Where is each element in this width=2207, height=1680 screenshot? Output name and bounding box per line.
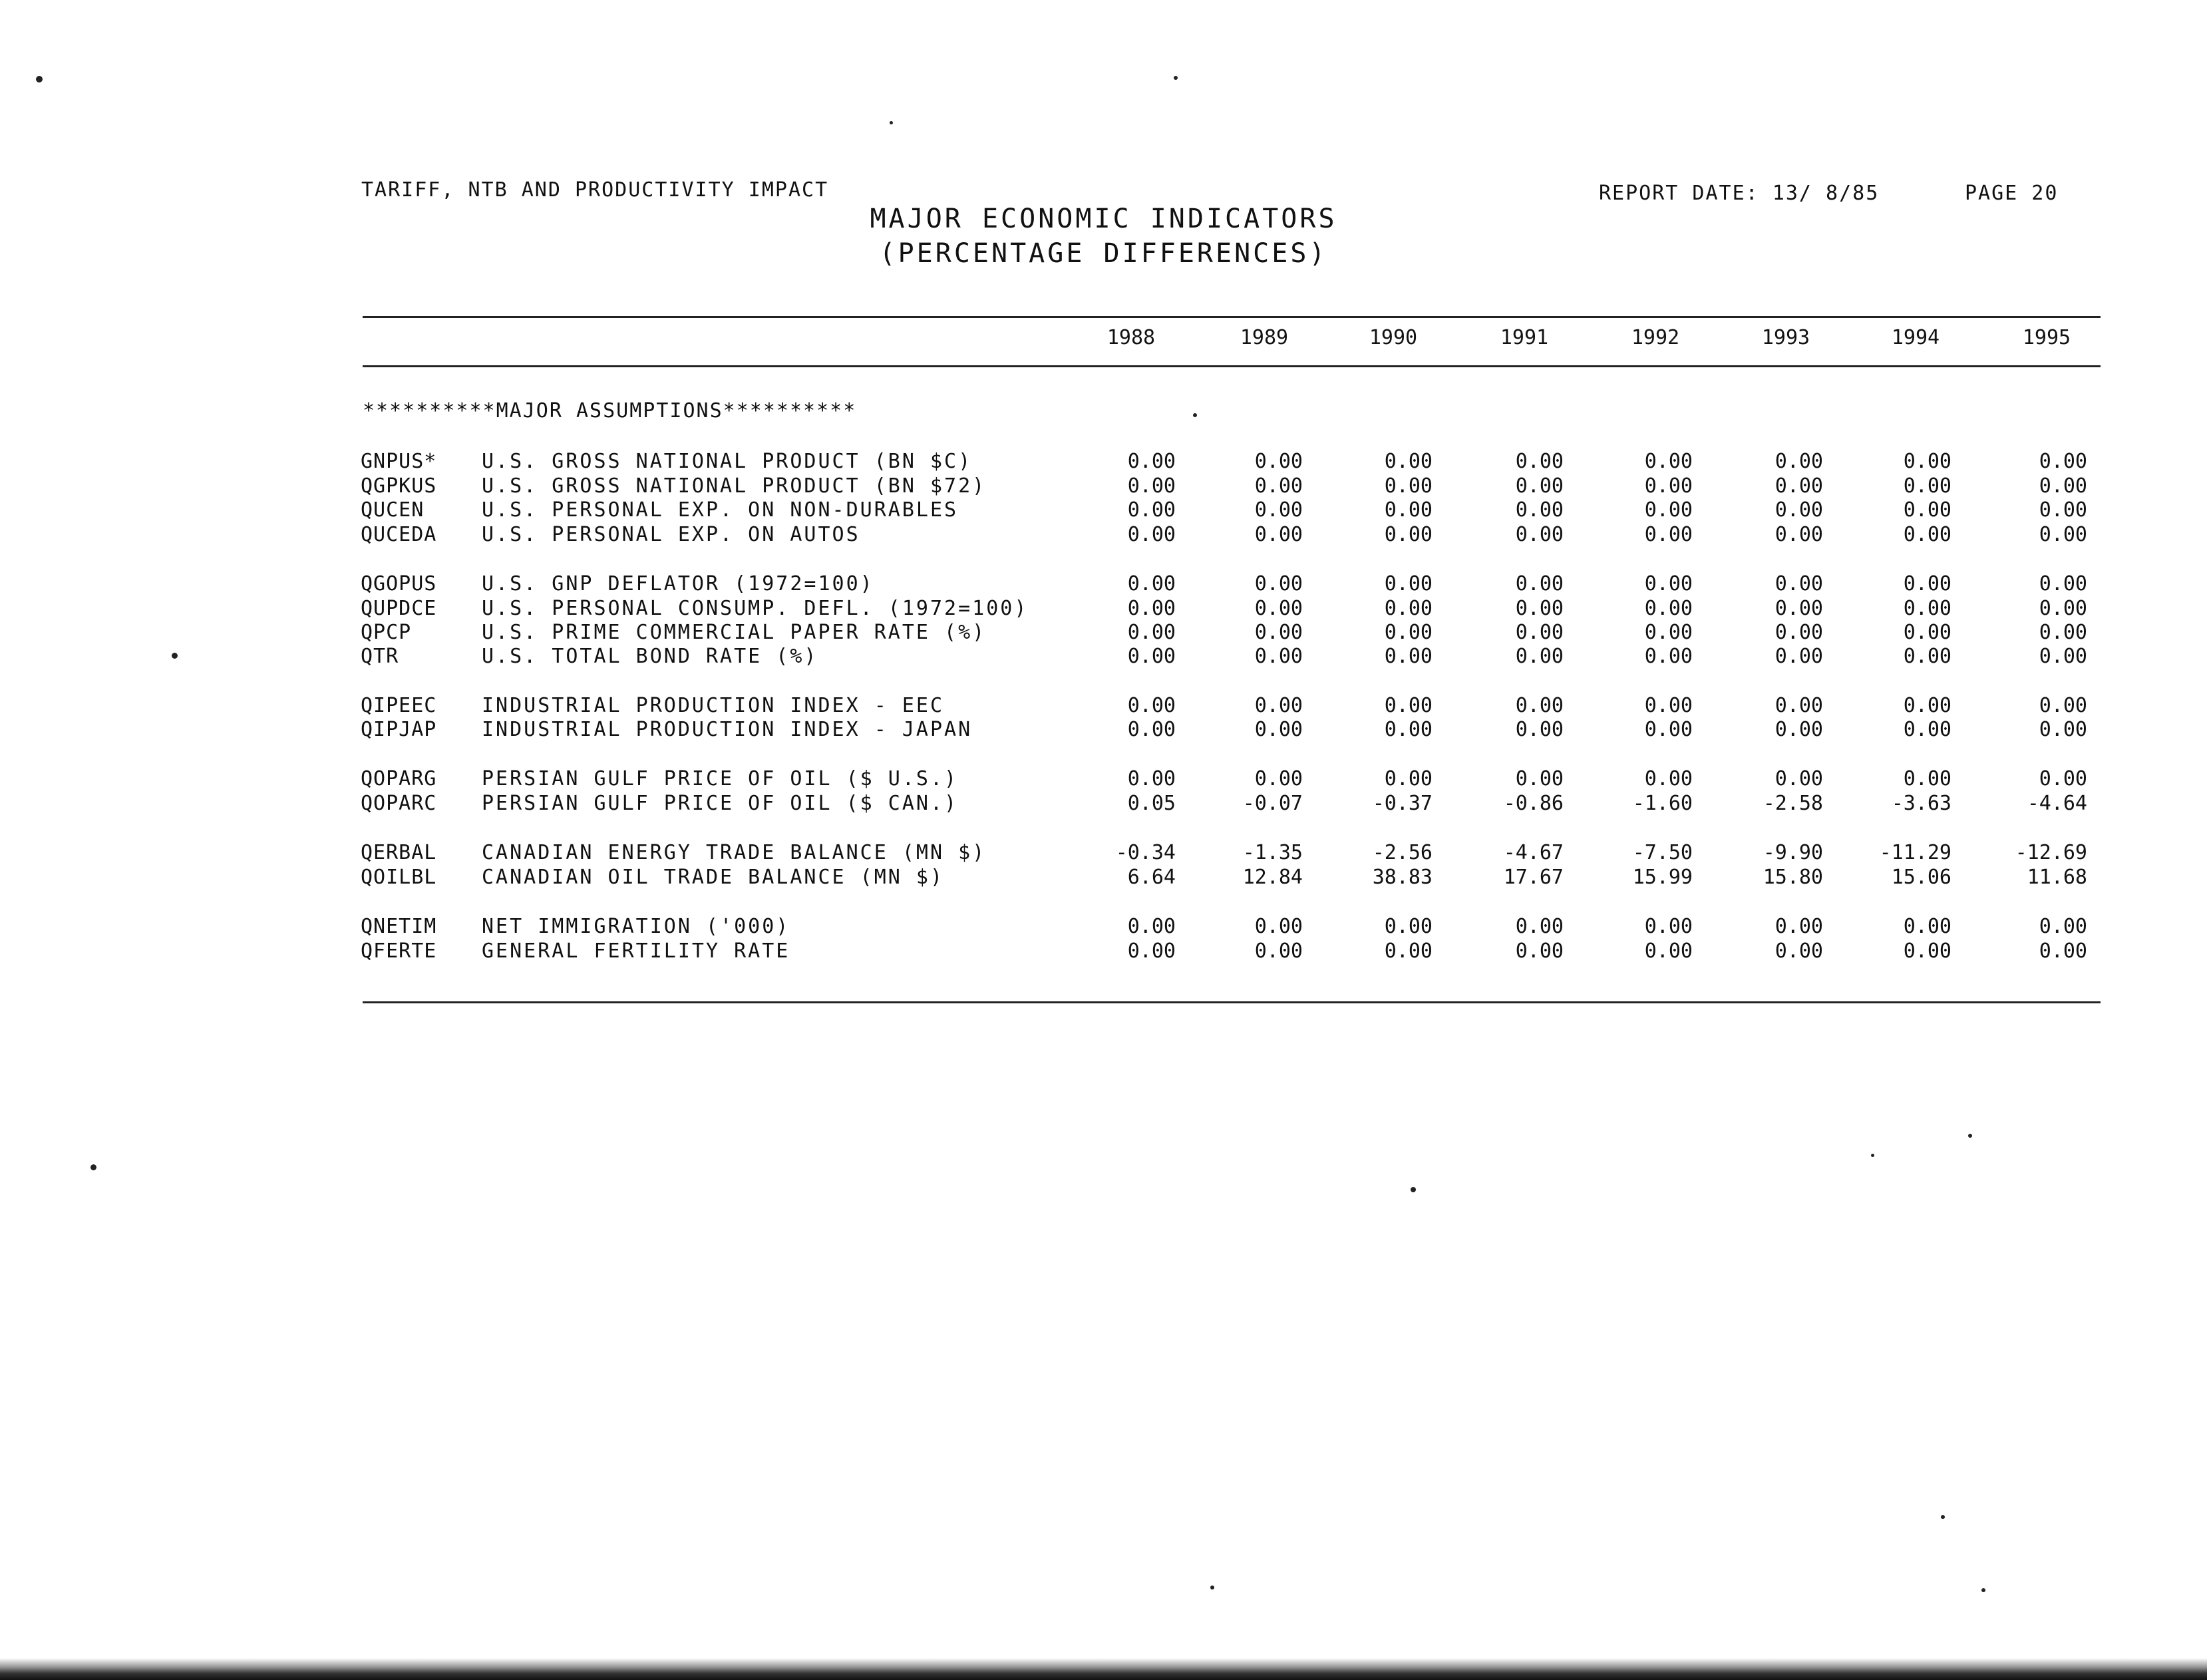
table-row [0,498,2207,522]
value-cell: 0.00 [1254,621,1303,644]
value-cell: 0.00 [1384,939,1433,963]
value-cell: -1.35 [1242,841,1303,864]
scan-speck [1174,76,1178,80]
value-cell: 0.00 [1903,498,1952,522]
table-row [0,621,2207,645]
value-cell: 0.00 [1903,523,1952,546]
value-cell: 0.00 [1775,474,1823,498]
table-row [0,718,2207,742]
value-cell: 0.00 [1254,498,1303,522]
indicator-code: QUPDCE [361,597,437,620]
value-cell: 0.00 [1644,572,1693,595]
scan-speck [1411,1187,1416,1192]
value-cell: -4.64 [2027,792,2087,815]
bottom-rule [363,1001,2101,1003]
value-cell: 0.00 [1644,474,1693,498]
value-cell: 0.00 [1644,597,1693,620]
page-title-sub: (PERCENTAGE DIFFERENCES) [879,238,1328,269]
indicator-code: QFERTE [361,939,437,963]
value-cell: 0.00 [1775,498,1823,522]
value-cell: 0.00 [1515,523,1564,546]
value-cell: 0.00 [1515,474,1564,498]
value-cell: 0.00 [1775,645,1823,668]
value-cell: 0.00 [1515,915,1564,938]
value-cell: 0.00 [2039,767,2087,790]
value-cell: 0.00 [1775,450,1823,473]
table-row [0,597,2207,621]
value-cell: 0.00 [1644,645,1693,668]
table-row [0,523,2207,547]
top-rule [363,316,2101,318]
value-cell: 11.68 [2027,866,2087,889]
value-cell: 0.00 [1775,718,1823,741]
value-cell: 0.00 [1384,498,1433,522]
table-row [0,841,2207,865]
indicator-code: QUCEDA [361,523,437,546]
table-row [0,866,2207,890]
value-cell: -2.58 [1763,792,1823,815]
section-label: **********MAJOR ASSUMPTIONS********** [363,399,857,422]
year-1990: 1990 [1369,326,1418,349]
value-cell: 0.00 [2039,498,2087,522]
value-cell: 0.00 [1515,939,1564,963]
value-cell: 0.00 [2039,694,2087,717]
year-1989: 1989 [1240,326,1289,349]
indicator-label: U.S. GNP DEFLATOR (1972=100) [482,572,874,595]
indicator-code: QOPARG [361,767,437,790]
value-cell: 0.00 [2039,645,2087,668]
value-cell: 0.00 [1515,597,1564,620]
value-cell: 0.00 [1644,939,1693,963]
value-cell: 0.00 [1254,915,1303,938]
value-cell: 0.00 [1384,597,1433,620]
value-cell: -4.67 [1503,841,1564,864]
table-row [0,792,2207,816]
value-cell: 0.00 [1515,767,1564,790]
indicator-label: NET IMMIGRATION ('000) [482,915,790,938]
year-1995: 1995 [2022,326,2071,349]
scan-speck [90,1164,96,1170]
value-cell: 0.00 [1384,694,1433,717]
value-cell: -0.34 [1115,841,1176,864]
value-cell: 0.00 [1775,767,1823,790]
scan-speck [36,76,43,83]
value-cell: -11.29 [1879,841,1952,864]
value-cell: 0.00 [1384,718,1433,741]
value-cell: 0.00 [1384,572,1433,595]
value-cell: 0.00 [1903,597,1952,620]
indicator-code: QUCEN [361,498,424,522]
page-title: MAJOR ECONOMIC INDICATORS [870,204,1337,234]
header-rule [363,365,2101,367]
table-row [0,474,2207,498]
indicator-code: QOILBL [361,866,437,889]
value-cell: 0.00 [1127,523,1176,546]
value-cell: 0.00 [1127,474,1176,498]
value-cell: 0.00 [1775,694,1823,717]
value-cell: 0.00 [1515,718,1564,741]
value-cell: 0.00 [1903,621,1952,644]
value-cell: 38.83 [1372,866,1433,889]
indicator-label: U.S. PERSONAL EXP. ON AUTOS [482,523,860,546]
indicator-label: INDUSTRIAL PRODUCTION INDEX - JAPAN [482,718,973,741]
value-cell: 0.00 [1254,450,1303,473]
value-cell: 0.00 [1254,694,1303,717]
value-cell: 0.00 [1254,523,1303,546]
value-cell: 0.00 [1384,523,1433,546]
value-cell: 0.00 [2039,597,2087,620]
value-cell: 0.05 [1127,792,1176,815]
value-cell: 0.00 [1127,939,1176,963]
indicator-code: QOPARC [361,792,437,815]
value-cell: 0.00 [1903,474,1952,498]
value-cell: 0.00 [1384,767,1433,790]
table-row [0,939,2207,963]
value-cell: 0.00 [1644,915,1693,938]
indicator-label: U.S. PRIME COMMERCIAL PAPER RATE (%) [482,621,987,644]
scan-speck [1193,413,1197,417]
value-cell: 0.00 [1384,645,1433,668]
value-cell: 0.00 [2039,572,2087,595]
value-cell: 17.67 [1503,866,1564,889]
value-cell: 15.06 [1891,866,1952,889]
value-cell: 0.00 [1644,450,1693,473]
value-cell: -12.69 [2015,841,2087,864]
value-cell: 0.00 [1515,450,1564,473]
report-subtitle: TARIFF, NTB AND PRODUCTIVITY IMPACT [361,178,829,202]
value-cell: 0.00 [1254,718,1303,741]
year-1992: 1992 [1631,326,1680,349]
indicator-code: QTR [361,645,399,668]
value-cell: 0.00 [1644,498,1693,522]
indicator-label: U.S. PERSONAL CONSUMP. DEFL. (1972=100) [482,597,1029,620]
value-cell: 0.00 [1127,597,1176,620]
value-cell: 0.00 [1127,645,1176,668]
value-cell: 0.00 [1384,621,1433,644]
value-cell: -2.56 [1372,841,1433,864]
indicator-code: QERBAL [361,841,437,864]
value-cell: -0.37 [1372,792,1433,815]
value-cell: 15.80 [1763,866,1823,889]
value-cell: -0.07 [1242,792,1303,815]
table-row [0,767,2207,791]
table-row [0,694,2207,718]
value-cell: 0.00 [2039,718,2087,741]
value-cell: 0.00 [1775,939,1823,963]
indicator-label: GENERAL FERTILITY RATE [482,939,790,963]
page-number: PAGE 20 [1965,182,2059,205]
value-cell: 0.00 [1127,572,1176,595]
value-cell: -7.50 [1632,841,1693,864]
value-cell: 0.00 [1254,597,1303,620]
value-cell: 0.00 [1254,645,1303,668]
value-cell: 0.00 [1515,645,1564,668]
indicator-code: QNETIM [361,915,437,938]
value-cell: 0.00 [1254,572,1303,595]
indicator-label: U.S. TOTAL BOND RATE (%) [482,645,818,668]
indicator-label: PERSIAN GULF PRICE OF OIL ($ U.S.) [482,767,959,790]
value-cell: 0.00 [1903,572,1952,595]
value-cell: 0.00 [1644,523,1693,546]
scan-edge [0,1658,2207,1680]
value-cell: -0.86 [1503,792,1564,815]
value-cell: 0.00 [1903,915,1952,938]
scan-speck [172,653,178,659]
value-cell: 0.00 [1384,450,1433,473]
year-1991: 1991 [1500,326,1549,349]
value-cell: 0.00 [1644,694,1693,717]
value-cell: 0.00 [1903,450,1952,473]
value-cell: -1.60 [1632,792,1693,815]
scan-speck [890,121,893,124]
value-cell: 0.00 [2039,450,2087,473]
report-date: REPORT DATE: 13/ 8/85 [1599,182,1880,205]
scan-speck [1941,1515,1945,1519]
value-cell: 0.00 [1254,939,1303,963]
value-cell: 6.64 [1127,866,1176,889]
value-cell: 0.00 [1384,915,1433,938]
value-cell: 0.00 [1127,498,1176,522]
table-row [0,645,2207,669]
indicator-label: CANADIAN OIL TRADE BALANCE (MN $) [482,866,945,889]
table-row [0,915,2207,939]
value-cell: 12.84 [1242,866,1303,889]
value-cell: 0.00 [2039,474,2087,498]
value-cell: 0.00 [2039,939,2087,963]
value-cell: 0.00 [1127,915,1176,938]
table-row [0,572,2207,596]
value-cell: -9.90 [1763,841,1823,864]
value-cell: 15.99 [1632,866,1693,889]
value-cell: 0.00 [1775,915,1823,938]
value-cell: 0.00 [1644,621,1693,644]
value-cell: 0.00 [1127,694,1176,717]
year-1988: 1988 [1106,326,1156,349]
scan-speck [1210,1586,1214,1590]
value-cell: 0.00 [1775,621,1823,644]
indicator-code: QGPKUS [361,474,437,498]
value-cell: 0.00 [1127,718,1176,741]
indicator-label: U.S. PERSONAL EXP. ON NON-DURABLES [482,498,959,522]
value-cell: 0.00 [1903,694,1952,717]
year-1994: 1994 [1891,326,1940,349]
value-cell: 0.00 [1903,718,1952,741]
value-cell: 0.00 [2039,523,2087,546]
indicator-code: GNPUS* [361,450,437,473]
year-1993: 1993 [1761,326,1810,349]
indicator-label: U.S. GROSS NATIONAL PRODUCT (BN $C) [482,450,973,473]
value-cell: 0.00 [1127,450,1176,473]
value-cell: 0.00 [1775,523,1823,546]
table-row [0,450,2207,474]
value-cell: 0.00 [1127,621,1176,644]
value-cell: 0.00 [2039,915,2087,938]
value-cell: 0.00 [1644,767,1693,790]
scan-speck [1871,1154,1874,1157]
value-cell: 0.00 [1515,621,1564,644]
value-cell: 0.00 [1127,767,1176,790]
value-cell: 0.00 [1515,694,1564,717]
value-cell: 0.00 [1903,939,1952,963]
indicator-code: QIPEEC [361,694,437,717]
value-cell: 0.00 [1644,718,1693,741]
value-cell: 0.00 [1775,572,1823,595]
indicator-code: QPCP [361,621,412,644]
indicator-label: INDUSTRIAL PRODUCTION INDEX - EEC [482,694,945,717]
value-cell: 0.00 [1903,767,1952,790]
value-cell: 0.00 [1254,474,1303,498]
indicator-label: CANADIAN ENERGY TRADE BALANCE (MN $) [482,841,987,864]
indicator-label: U.S. GROSS NATIONAL PRODUCT (BN $72) [482,474,987,498]
value-cell: 0.00 [1903,645,1952,668]
scan-speck [1968,1134,1972,1138]
value-cell: 0.00 [1254,767,1303,790]
value-cell: -3.63 [1891,792,1952,815]
value-cell: 0.00 [1775,597,1823,620]
value-cell: 0.00 [1515,572,1564,595]
indicator-label: PERSIAN GULF PRICE OF OIL ($ CAN.) [482,792,959,815]
value-cell: 0.00 [1515,498,1564,522]
scan-speck [1981,1588,1985,1592]
indicator-code: QIPJAP [361,718,437,741]
indicator-code: QGOPUS [361,572,437,595]
value-cell: 0.00 [1384,474,1433,498]
value-cell: 0.00 [2039,621,2087,644]
